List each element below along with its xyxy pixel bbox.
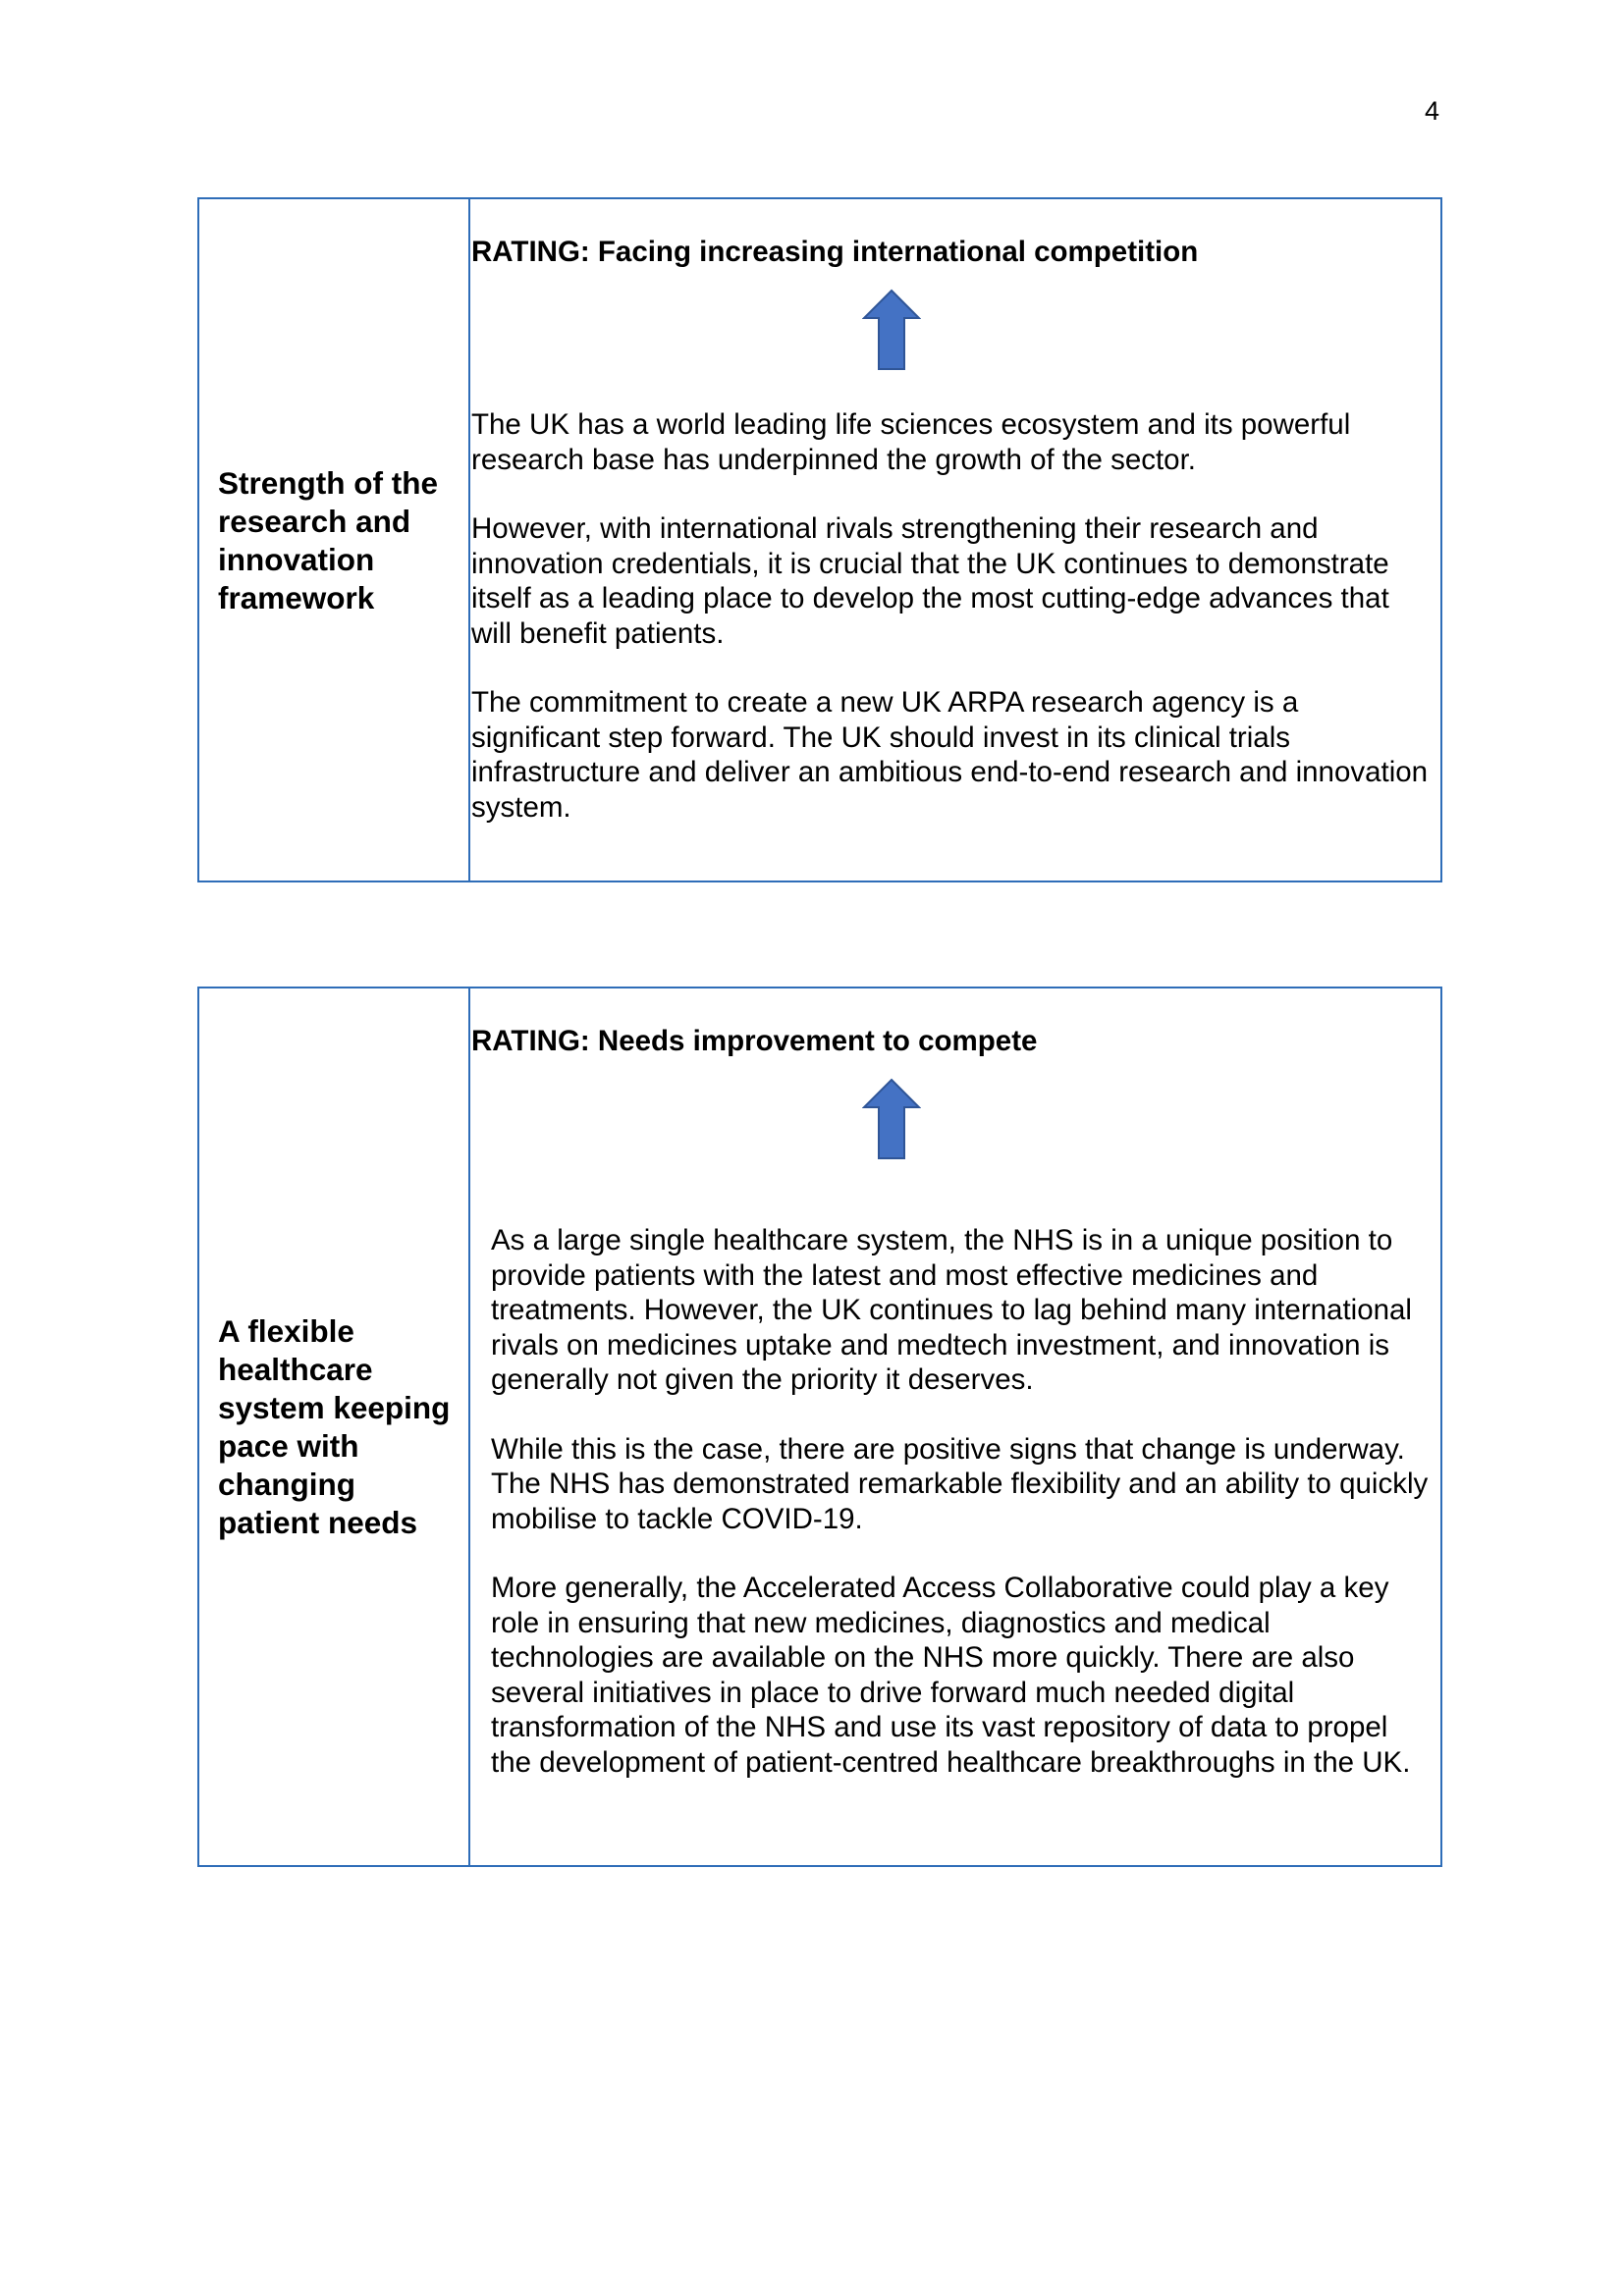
rating-description	[491, 1223, 1435, 1780]
paragraph: The commitment to create a new UK ARPA research agency is a significant step forward. The UK should invest in its clinical trials infrastructure and deliver an ambitious end-to-end research and innovation system.	[471, 686, 1429, 824]
category-label	[218, 1312, 468, 1542]
category-label-line: system keeping	[218, 1390, 451, 1425]
category-label-line: framework	[218, 580, 375, 615]
paragraph: The UK has a world leading life sciences ecosystem and its powerful research base has underpinned the growth of the sector.	[471, 408, 1351, 476]
paragraph: However, with international rivals strengthening their research and innovation credentials, it is crucial that the UK continues to demonstrate itself as a leading place to develop the most cutting-edge advances that will benefit patients.	[471, 512, 1389, 650]
rating-description	[471, 407, 1435, 825]
rating-cell	[470, 988, 1440, 1865]
category-label-line: patient needs	[218, 1505, 418, 1540]
category-label-line: A flexible	[218, 1313, 354, 1349]
category-label-line: innovation	[218, 542, 375, 577]
rating-table-healthcare	[197, 987, 1442, 1867]
category-label-line: pace with	[218, 1428, 359, 1464]
category-label-line: research and	[218, 504, 411, 539]
paragraph: As a large single healthcare system, the NHS is in a unique position to provide patients with the latest and most effective medicines and treatments. However, the UK continues to lag behind many international rivals on medicines uptake and medtech investment, and innovation is generally not given the priority it deserves.	[491, 1224, 1412, 1396]
category-cell	[199, 988, 470, 1865]
category-cell	[199, 199, 470, 881]
paragraph: While this is the case, there are positive signs that change is underway. The NHS has demonstrated remarkable flexibility and an ability to quickly mobilise to tackle COVID-19.	[491, 1432, 1429, 1535]
page-number: 4	[1424, 96, 1439, 126]
category-label-line: changing	[218, 1467, 355, 1502]
paragraph: More generally, the Accelerated Access Collaborative could play a key role in ensuring that new medicines, diagnostics and medical technologies are available on the NHS more quickly. There are also several initiatives in place to drive forward much needed digital transformation of the NHS and use its vast repository of data to propel the development of patient-centred healthcare breakthroughs in the UK.	[491, 1572, 1411, 1779]
rating-heading: RATING: Needs improvement to compete	[471, 1025, 1038, 1057]
rating-table-research	[197, 197, 1442, 882]
category-label-line: Strength of the	[218, 465, 438, 501]
up-arrow-icon	[862, 289, 921, 371]
rating-cell	[470, 199, 1440, 881]
category-label-line: healthcare	[218, 1352, 373, 1387]
category-label	[218, 464, 468, 617]
rating-heading: RATING: Facing increasing international competition	[471, 236, 1199, 268]
up-arrow-icon	[862, 1078, 921, 1160]
